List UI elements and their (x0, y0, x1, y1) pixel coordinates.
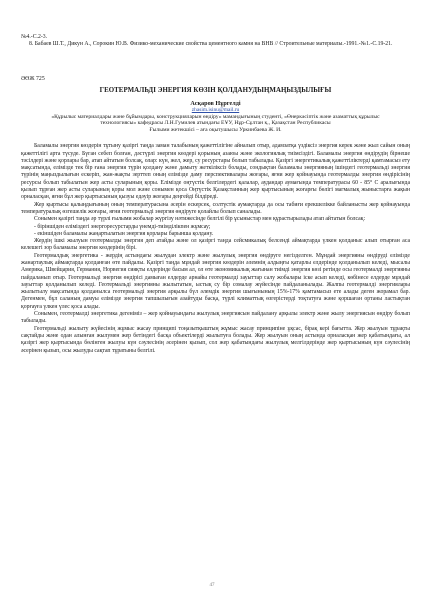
reference-item: 8. Бабаев Ш.Т., Дикун А., Сорокин Ю.В. Физико-механические свойства цементного камня на ВНВ // Строительные материалы.-1991.-№1.-С.19-21. (29, 41, 393, 48)
article-body (21, 143, 410, 355)
reference-list (21, 34, 410, 49)
reference-fragment: №4.-С.2-3. (21, 34, 48, 40)
body-paragraph: Сонымен, геотермалді энергетика дегеніміз – жер қойнауындағы жылулық энергиясын пайдалану арқылы электр және жылу энергиясын өндіру болып табылады. (21, 311, 410, 325)
author-affiliation: «Құрылыс материалдары және бұйымдары, конструкцияларын өндіру» мамандығының студенті, «Өнеркәсіптік және азаматтық құрылыс технологиясы» кафедрасы Л.Н.Гумилев атындағы ЕҰУ, Нұр-Сұлтан қ., Қазақстан Республикасы (51, 113, 380, 127)
udk-code: ӘӨЖ 725 (21, 75, 45, 82)
article-title: ГЕОТЕРМАЛЬДІ ЭНЕРГИЯ КӨЗІН ҚОЛДАНУДЫҢМАҢЫЗДЫЛЫҒЫ (99, 87, 332, 95)
list-item: - екіншіден баламалы жаңартылатын энергия қорлары барынша қолдану. (34, 230, 214, 237)
author-name: Асқаров Нұргелді (190, 99, 241, 107)
body-paragraph: Сонымен қазіргі таңда әр түрлі ғылыми жобалар жүргізу нәтижесінде белгілі бір ұсыныстар мен құрастырылады атап айтатын болсақ: (34, 216, 366, 223)
body-paragraph: Жер қыртысы қалыңдығының оның температурасына әсерін ескерсек, солтүстік аумақтарда да осы табиғи ерекшелікке байланысты жер қойнауында температуралық өзгешелік жоғары, яғни геотермальді энергия өндіруге қолайлы болып саналады. (21, 201, 410, 215)
body-paragraph: Геотермалдық энергетика - жердің астындағы жылудан электр және жылулық энергия өндіруге негізделген. Мұндай энергияны өндіруді елімізде жанартаулық аймақтарда қолданған өте пайдалы. Қазіргі таңда мұндай энергия көздерін әлемнің алдыңғы қатарлы елдерінде қолданылып келеді, мысалы Америка, Швейцария, Германия, Норвегия сияқты елдерінде басым ал, ол өте экономикалық жағынан тиімді энергия көзі ретінде осы геотермалді энергияны пайдаланып отыр. Геотермальді энергия өндірісі дамыған елдерде арнайы геотермалді зауыттар салу жобалары іске асып келеді, көбінесе елдерде мұндай зауыттар қолданылып келеді. Геотермальді энергияны жылытатын, ыстық су бір сомалау жүйесінде пайдаланылады. Жалпы геотермалді энергиялары жылытылу мақсатында қолданылса геотермальді энергия арқылы бүл әлемдік энергия шығынының 15%-17% қамтамасыз ете алады деген жорамал бар. Дегенмен, бұл саланың дамуы елімізде энергия тапшылығын азайтуды басқа, түрлі климаттық өзгерістерді тоқтатуға және қоршаған ортаны ластықтан қорғауға үлкен үлес қоса алады. (21, 252, 410, 310)
list-item: - біріншіден еліміздегі энергоресурстарды үнемді-тиімділікпен жұмсау; (34, 223, 211, 230)
body-paragraph: Геотермальді жылыту жүйесінің жұмыс жасау принципі тоңазытқыштың жұмыс жасау принципіне ұқсас, бірақ кері бағытта. Жер жылуын тұрақты сақтайды және одан алынған жылумен жер бетіндегі басқа объектілерді жылытуға болады. Жер жылуын оның астында орналасқан жер қабатындағы, ал қазіргі жер қыртысында бөлінген жылуы күн сәулесінің әсерінен қызып, сол жер қабатындағы жылулық мелгілдерінде жер қыртысының күн сәулесінің әсерінен қызып, осы жылуды сақтап тұратыны белгілі. (21, 325, 410, 354)
scientific-supervisor: Ғылыми жетекшісі – аға оқытушысы Уркинбаева Ж. И. (149, 127, 282, 134)
page-number: 47 (209, 583, 215, 588)
body-paragraph: Жердің ішкі жылуын геотермалды энергия деп атайды және ол қазіргі таңда сейсмикалық белсенді аймақтарда үлкен қолданыс алып отырған аса келешегі зор баламалы энергия көздерінің бірі. (21, 238, 410, 252)
body-paragraph: Баламалы энергия көздерін тұтыну қазіргі таңда заман талабының қажеттілігіне айналып отыр, адамзатқа үздіксіз энергия керек және жыл сайын оның қажеттілігі арта түсуде. Бүган себеп болған, дәстүрлі энергия көздері қорының азаюы және экологиялық тиімсіздігі. Баламалы энергия өндірудің бірнеше тәсілдері және қорлары бар, атап айтатын болсақ, олар: күн, жел, жер, су ресурстары болып табылады. Қазіргі энергетикалық қажеттіліктерді қамтамасыз ету мақсатында, еліміздe тек бір ғана энергия түрін қолдану және дамыту жеткіліксіз болады, сондықтан баламалы энергияның ішіндегі геотермальді энергия түрінің маңыздылығын ескеріп, жан-жақты зерттеп оның елімізде даму перспективалары жоғары, яғни жер қойнауында геотермалды энергия өндірісінің ресурсы болып табылатын жер асты суларының қоры. Елімізде оңтүстік белгілердегі қалалар, аудандар аумағында температурасы 60 - 85° С аралығында қызып тұрған жер асты суларының қоры мол және сонымен қоса Оңтүстік Қазақстанның жер қыртысының жоғарғы бөлігі магмалық жыныстарға жақын орналасқан, яғни бұл жер қыртысының қызуы едәуір жоғары деңгейді білдіреді. (21, 143, 410, 201)
author-email-link[interactable]: zhasim.isinu@mail.ru (191, 107, 240, 114)
